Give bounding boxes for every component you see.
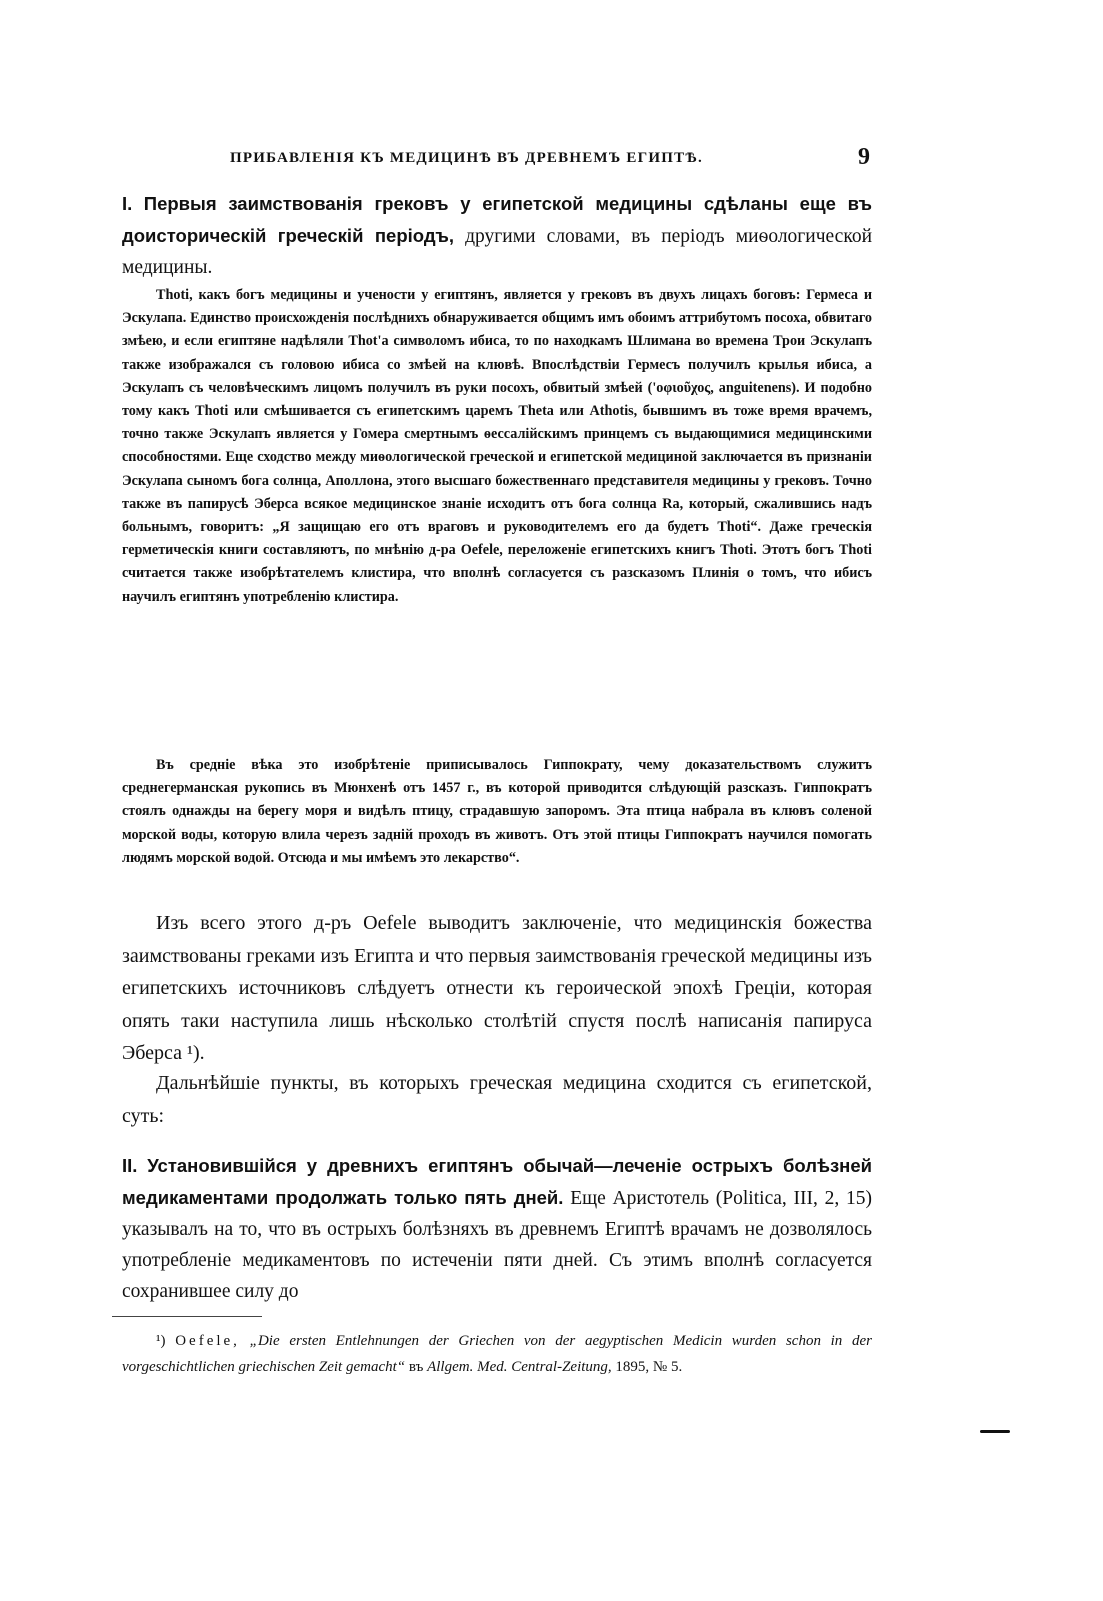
section-2-heading: Установившійся у древнихъ египтянъ обычай—леченіе острыхъ болѣзней медикаментами продолжать только пять дней. — [122, 1155, 873, 1208]
paragraph-conclusion: Изъ всего этого д-ръ Oefele выводитъ заключеніе, что медицинскія божества заимствованы греками изъ Египта и что первыя заимствованія греческой медицины изъ египетскихъ источниковъ слѣдуетъ отнести къ героической эпохѣ Греціи, которая опять таки наступила лишь нѣсколько столѣтій спустя послѣ написанія папируса Эберса ¹). — [122, 912, 872, 1064]
footnote-issue: 1895, № 5. — [615, 1359, 683, 1375]
section-2-paragraph — [122, 1150, 872, 1307]
page-header — [230, 144, 870, 174]
paragraph-thoti: Thoti, какъ богъ медицины и учености у египтянъ, является у грековъ въ двухъ лицахъ боговъ: Гермеса и Эскулапа. Единство происхожденія послѣднихъ обнаруживается общимъ имъ обоимъ аттрибутомъ посоха, обвитаго змѣею, и если египтяне надѣляли Thot'а символомъ ибиса, то по находкамъ Шлимана во времена Трои Эскулапъ также изображался съ головою ибиса со змѣей на клювѣ. Впослѣдствіи Гермесъ получилъ крылья ибиса, а Эскулапъ съ человѣческимъ лицомъ получилъ въ руки посохъ, обвитый змѣей ('οφιοῦχος, anguitenens). И подобно тому какъ Thoti или смѣшивается съ египетскимъ царемъ Theta или Athotis, бывшимъ въ тоже время врачемъ, точно также Эскулапъ является у Гомера смертнымъ ѳессалійскимъ принцемъ съ выдающимися медицинскими способностями. Еще сходство между миѳологической греческой и египетской медициной заключается въ признаніи Эскулапа сыномъ бога солнца, Аполлона, этого высшаго божественнаго представителя медицины у грековъ. Точно также въ папирусѣ Эберса всякое медицинское знаніе исходитъ отъ бога солнца Ra, который, сжалившись надъ больнымъ, говоритъ: „Я защищаю его отъ враговъ и руководителемъ его да будетъ Thoti“. Даже греческія герметическія книги составляютъ, по мнѣнію д-ра Oefele, переложеніе египетскихъ книгъ Thoti. Этотъ богъ Thoti считается также изобрѣтателемъ клистира, что вполнѣ согласуется съ разсказомъ Плинія о томъ, что ибисъ научилъ египтянъ употребленію клистира. — [122, 287, 872, 605]
paragraph-middle-ages: Въ средніе вѣка это изобрѣтеніе приписывалось Гиппократу, чему доказательствомъ служитъ среднегерманская рукопись въ Мюнхенѣ отъ 1457 г., въ которой приводится слѣдующій разсказъ. Гиппократъ стоялъ однажды на берегу моря и видѣлъ птицу, страдавшую запоромъ. Эта птица набрала въ клювъ соленой морской воды, которую влила черезъ задній проходъ въ животъ. Отъ этой птицы Гиппократъ научился помогать людямъ морской водой. Отсюда и мы имѣемъ это лекарство“. — [122, 757, 872, 866]
section-1-paragraph — [122, 188, 872, 283]
section-1-number: I. — [122, 193, 133, 214]
section-1-text: другими словами, въ періодъ миѳологической медицины. — [122, 226, 873, 278]
footnote-connector: въ — [408, 1359, 424, 1375]
footnote-author: Oefele, — [175, 1333, 240, 1349]
section-2-number: II. — [122, 1155, 138, 1176]
running-head: ПРИБАВЛЕНІЯ КЪ МЕДИЦИНѢ ВЪ ДРЕВНЕМЪ ЕГИПТѢ. — [230, 150, 703, 166]
footnote-title: „Die ersten Entlehnungen der Griechen von der aegyptischen Medicin wurden schon in der vorgeschichtlichen griechischen Zeit gemacht“ — [122, 1333, 873, 1375]
paragraph-further-points: Дальнѣйшіе пункты, въ которыхъ греческая медицина сходится съ египетской, суть: — [122, 1072, 872, 1127]
page-number: 9 — [858, 144, 870, 170]
footnote-divider — [112, 1316, 262, 1317]
footnote-marker: ¹) — [156, 1333, 166, 1349]
section-2-text: Еще Аристотель (Politica, III, 2, 15) указывалъ на то, что въ острыхъ болѣзняхъ въ древнемъ Египтѣ врачамъ не дозволялось употребленіе медикаментовъ по истеченіи пяти дней. Съ этимъ вполнѣ согласуется сохранившее силу до — [122, 1188, 873, 1302]
section-1-heading: Первыя заимствованія грековъ у египетской медицины сдѣланы еще въ доисторическій греческій періодъ, — [122, 193, 873, 246]
footnote — [122, 1328, 872, 1380]
footnote-journal: Allgem. Med. Central-Zeitung, — [427, 1359, 612, 1375]
margin-mark — [980, 1430, 1010, 1433]
